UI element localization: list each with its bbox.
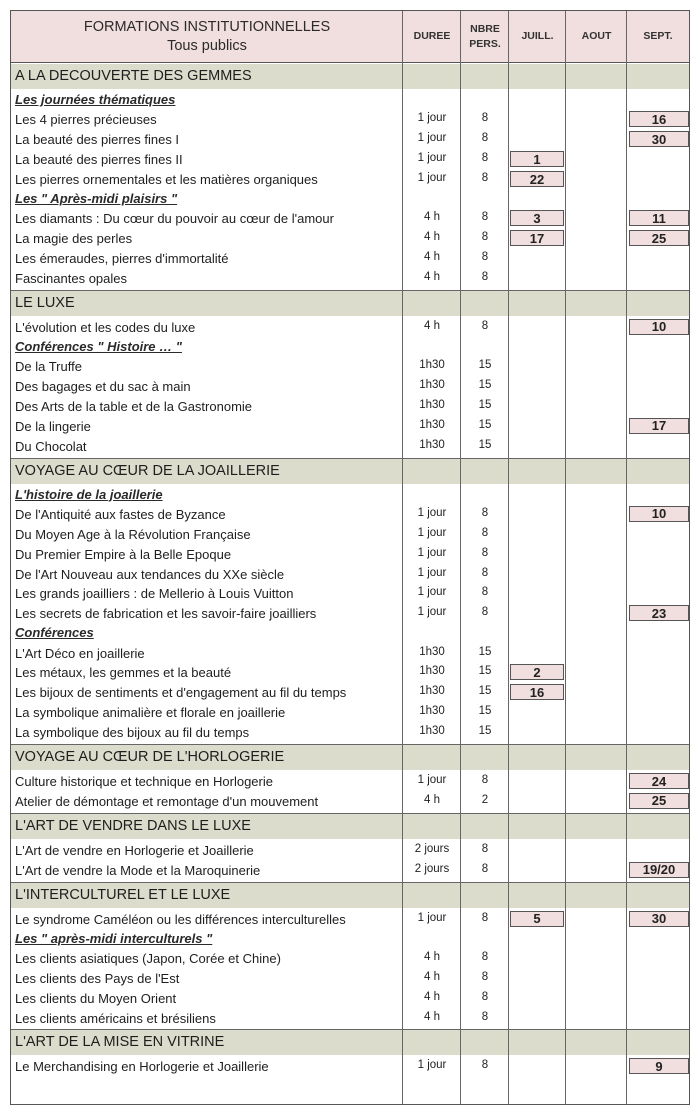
course-row [11, 682, 689, 702]
course-row [11, 722, 689, 742]
subsection-row [11, 485, 689, 504]
course-row [11, 603, 689, 623]
section-row [11, 882, 689, 909]
col-divider [460, 11, 461, 1104]
section-row [11, 458, 689, 485]
subsection-row [11, 337, 689, 356]
course-duration: 4 h [424, 793, 440, 806]
course-title: L'évolution et les codes du luxe [15, 319, 196, 335]
section-title: LE LUXE [15, 294, 75, 311]
course-capacity: 8 [481, 231, 489, 244]
course-row [11, 968, 689, 988]
course-duration: 1 jour [417, 606, 447, 619]
course-capacity: 8 [481, 526, 489, 539]
course-duration: 1h30 [419, 438, 445, 451]
subsection-title: Conférences [15, 625, 94, 641]
course-duration: 1 jour [417, 586, 447, 599]
course-capacity: 8 [481, 270, 489, 283]
section-row [11, 63, 689, 90]
course-title: Des Arts de la table et de la Gastronomie [15, 398, 253, 414]
course-title: Les clients américains et brésiliens [15, 1010, 216, 1026]
course-title: Les clients du Moyen Orient [15, 990, 177, 1006]
date-septembre: 25 [629, 793, 689, 809]
course-title: L'Art Déco en joaillerie [15, 645, 145, 661]
course-duration: 1h30 [419, 378, 445, 391]
course-capacity: 8 [481, 546, 489, 559]
course-capacity: 8 [481, 251, 489, 263]
course-capacity: 15 [478, 359, 492, 371]
course-title: De l'Art Nouveau aux tendances du XXe siècle [15, 566, 285, 582]
course-capacity: 8 [481, 586, 489, 599]
course-capacity: 8 [481, 566, 489, 579]
course-capacity: 8 [481, 990, 489, 1003]
col-divider [508, 11, 509, 1104]
course-duration: 4 h [424, 970, 440, 983]
course-duration: 1 jour [417, 132, 447, 145]
course-row [11, 662, 689, 682]
course-duration: 1h30 [419, 645, 445, 658]
course-title: Les 4 pierres précieuses [15, 112, 157, 128]
date-septembre: 30 [629, 911, 689, 927]
course-row [11, 268, 689, 288]
course-row [11, 1008, 689, 1028]
course-capacity: 15 [478, 685, 492, 698]
subsection-title: Les " après-midi interculturels " [15, 930, 213, 946]
course-row [11, 396, 689, 416]
course-title: Les diamants : Du cœur du pouvoir au cœur de l'amour [15, 211, 334, 227]
date-septembre: 11 [629, 210, 689, 226]
course-title: L'Art de vendre en Horlogerie et Joaillerie [15, 842, 254, 858]
course-capacity: 8 [481, 132, 489, 145]
date-septembre: 19/20 [629, 862, 689, 878]
course-capacity: 8 [481, 970, 489, 983]
course-title: Les métaux, les gemmes et la beauté [15, 665, 232, 681]
course-duration: 1h30 [419, 725, 445, 738]
course-row [11, 109, 689, 129]
course-title: Des bagages et du sac à main [15, 378, 191, 394]
section-band [11, 291, 689, 316]
course-capacity: 8 [481, 152, 489, 165]
course-row [11, 169, 689, 189]
col-divider [626, 11, 627, 1104]
course-capacity: 8 [481, 211, 489, 224]
col-aout: AOUT [566, 11, 627, 62]
date-septembre: 24 [629, 773, 689, 789]
course-title: Les bijoux de sentiments et d'engagement au fil du temps [15, 685, 347, 701]
course-row [11, 860, 689, 880]
course-duration: 1 jour [417, 911, 447, 924]
course-capacity: 8 [481, 172, 489, 184]
date-septembre: 30 [629, 131, 689, 147]
course-duration: 2 jours [414, 842, 450, 855]
course-row [11, 791, 689, 811]
col-divider [565, 11, 566, 1104]
col-juil: JUILL. [509, 11, 566, 62]
course-duration: 1h30 [419, 685, 445, 698]
section-title: VOYAGE AU CŒUR DE LA JOAILLERIE [15, 462, 280, 479]
date-septembre: 10 [629, 506, 689, 522]
course-title: Du Premier Empire à la Belle Epoque [15, 546, 232, 562]
section-title: L'ART DE LA MISE EN VITRINE [15, 1034, 225, 1051]
subsection-row [11, 189, 689, 208]
course-capacity: 15 [478, 665, 492, 678]
course-duration: 1 jour [417, 546, 447, 559]
course-duration: 1 jour [417, 112, 447, 125]
course-title: Les clients des Pays de l'Est [15, 970, 180, 986]
course-row [11, 988, 689, 1008]
course-duration: 4 h [424, 319, 440, 332]
course-duration: 1h30 [419, 418, 445, 431]
course-row [11, 436, 689, 456]
course-capacity: 8 [481, 911, 489, 924]
course-title: De la Truffe [15, 359, 82, 374]
date-juillet: 2 [510, 664, 564, 680]
course-capacity: 8 [481, 774, 489, 786]
course-title: Culture historique et technique en Horlogerie [15, 774, 273, 789]
subsection-title: Les journées thématiques [15, 92, 176, 107]
header-subtitle: Tous publics [167, 37, 247, 54]
course-duration: 4 h [424, 231, 440, 244]
course-capacity: 8 [481, 862, 489, 875]
header-title: FORMATIONS INSTITUTIONNELLES [83, 18, 331, 35]
course-title: L'Art de vendre la Mode et la Maroquinerie [15, 862, 261, 878]
course-row [11, 840, 689, 860]
course-capacity: 15 [478, 418, 492, 431]
course-capacity: 15 [478, 398, 492, 411]
course-title: Atelier de démontage et remontage d'un mouvement [15, 793, 319, 809]
course-row [11, 208, 689, 228]
course-row [11, 643, 689, 663]
course-title: Les clients asiatiques (Japon, Corée et Chine) [15, 950, 281, 966]
course-row [11, 317, 689, 337]
course-title: Les pierres ornementales et les matières organiques [15, 172, 318, 187]
col-pers-label: PERS. [469, 37, 501, 50]
course-capacity: 8 [481, 506, 489, 519]
course-title: De l'Antiquité aux fastes de Byzance [15, 506, 226, 522]
section-title: VOYAGE AU CŒUR DE L'HORLOGERIE [15, 749, 285, 765]
course-row [11, 702, 689, 722]
course-duration: 4 h [424, 990, 440, 1003]
course-duration: 1h30 [419, 359, 445, 371]
course-duration: 1 jour [417, 566, 447, 579]
date-septembre: 10 [629, 319, 689, 335]
section-row [11, 744, 689, 771]
course-row [11, 504, 689, 524]
date-septembre: 16 [629, 111, 689, 127]
course-duration: 1h30 [419, 398, 445, 411]
course-duration: 4 h [424, 251, 440, 263]
table-header [11, 11, 689, 62]
col-divider [402, 11, 403, 1104]
course-title: La beauté des pierres fines II [15, 152, 183, 168]
course-row [11, 228, 689, 248]
course-row [11, 356, 689, 376]
course-row [11, 416, 689, 436]
course-duration: 4 h [424, 950, 440, 963]
course-duration: 1h30 [419, 705, 445, 718]
course-duration: 4 h [424, 1010, 440, 1023]
course-row [11, 771, 689, 791]
course-capacity: 15 [478, 438, 492, 451]
date-septembre: 17 [629, 418, 689, 434]
course-row [11, 149, 689, 169]
date-juillet: 5 [510, 911, 564, 927]
course-title: Les grands joailliers : de Mellerio à Louis Vuitton [15, 586, 294, 602]
date-septembre: 9 [629, 1058, 689, 1074]
col-sept: SEPT. [627, 11, 689, 62]
course-duration: 1 jour [417, 1059, 447, 1072]
course-capacity: 8 [481, 1010, 489, 1023]
section-title: L'ART DE VENDRE DANS LE LUXE [15, 817, 251, 834]
col-duree: DUREE [403, 11, 461, 62]
col-nbre-label: NBRE [470, 22, 500, 35]
section-row [11, 290, 689, 317]
course-title: Du Moyen Age à la Révolution Française [15, 526, 251, 542]
course-row [11, 544, 689, 564]
course-row [11, 376, 689, 396]
course-capacity: 15 [478, 725, 492, 738]
subsection-title: L'histoire de la joaillerie [15, 486, 163, 502]
course-title: Le Merchandising en Horlogerie et Joaillerie [15, 1059, 269, 1075]
section-row [11, 1029, 689, 1056]
course-capacity: 8 [481, 606, 489, 619]
course-row [11, 948, 689, 968]
header-title-cell [11, 11, 403, 62]
date-juillet: 17 [510, 230, 564, 246]
section-title: A LA DECOUVERTE DES GEMMES [15, 68, 252, 84]
subsection-row [11, 929, 689, 948]
course-title: Fascinantes opales [15, 270, 128, 286]
course-title: La beauté des pierres fines I [15, 132, 180, 148]
col-nbre-pers [461, 11, 509, 62]
course-capacity: 8 [481, 950, 489, 963]
course-capacity: 15 [478, 378, 492, 391]
course-row [11, 1056, 689, 1076]
course-title: La symbolique des bijoux au fil du temps [15, 725, 250, 741]
date-juillet: 1 [510, 151, 564, 167]
course-duration: 1h30 [419, 665, 445, 678]
course-capacity: 8 [481, 112, 489, 125]
course-duration: 1 jour [417, 506, 447, 519]
subsection-row [11, 90, 689, 109]
course-title: De la lingerie [15, 418, 91, 434]
course-capacity: 2 [481, 793, 489, 806]
course-row [11, 564, 689, 584]
course-title: Les émeraudes, pierres d'immortalité [15, 251, 229, 266]
course-capacity: 8 [481, 842, 489, 855]
course-duration: 4 h [424, 211, 440, 224]
date-septembre: 23 [629, 605, 689, 621]
course-capacity: 15 [478, 645, 492, 658]
course-row [11, 129, 689, 149]
date-juillet: 22 [510, 171, 564, 187]
course-duration: 1 jour [417, 526, 447, 539]
subsection-row [11, 623, 689, 642]
course-duration: 4 h [424, 270, 440, 283]
course-row [11, 524, 689, 544]
date-septembre: 25 [629, 230, 689, 246]
section-title: L'INTERCULTUREL ET LE LUXE [15, 886, 231, 903]
course-duration: 2 jours [414, 862, 450, 875]
course-capacity: 8 [481, 319, 489, 332]
course-capacity: 15 [478, 705, 492, 718]
course-title: Les secrets de fabrication et les savoir-faire joailliers [15, 606, 317, 622]
date-juillet: 16 [510, 684, 564, 700]
section-row [11, 813, 689, 840]
course-row [11, 909, 689, 929]
course-title: Le syndrome Caméléon ou les différences interculturelles [15, 911, 346, 927]
course-title: La symbolique animalière et florale en joaillerie [15, 705, 286, 721]
course-duration: 1 jour [417, 152, 447, 165]
course-title: La magie des perles [15, 231, 133, 247]
course-capacity: 8 [481, 1059, 489, 1072]
subsection-title: Conférences " Histoire … " [15, 338, 182, 354]
subsection-title: Les " Après-midi plaisirs " [15, 190, 178, 206]
date-juillet: 3 [510, 210, 564, 226]
course-row [11, 583, 689, 603]
training-schedule-table [10, 10, 690, 1105]
course-duration: 1 jour [417, 172, 447, 184]
course-title: Du Chocolat [15, 438, 87, 454]
course-duration: 1 jour [417, 774, 447, 786]
course-row [11, 248, 689, 268]
